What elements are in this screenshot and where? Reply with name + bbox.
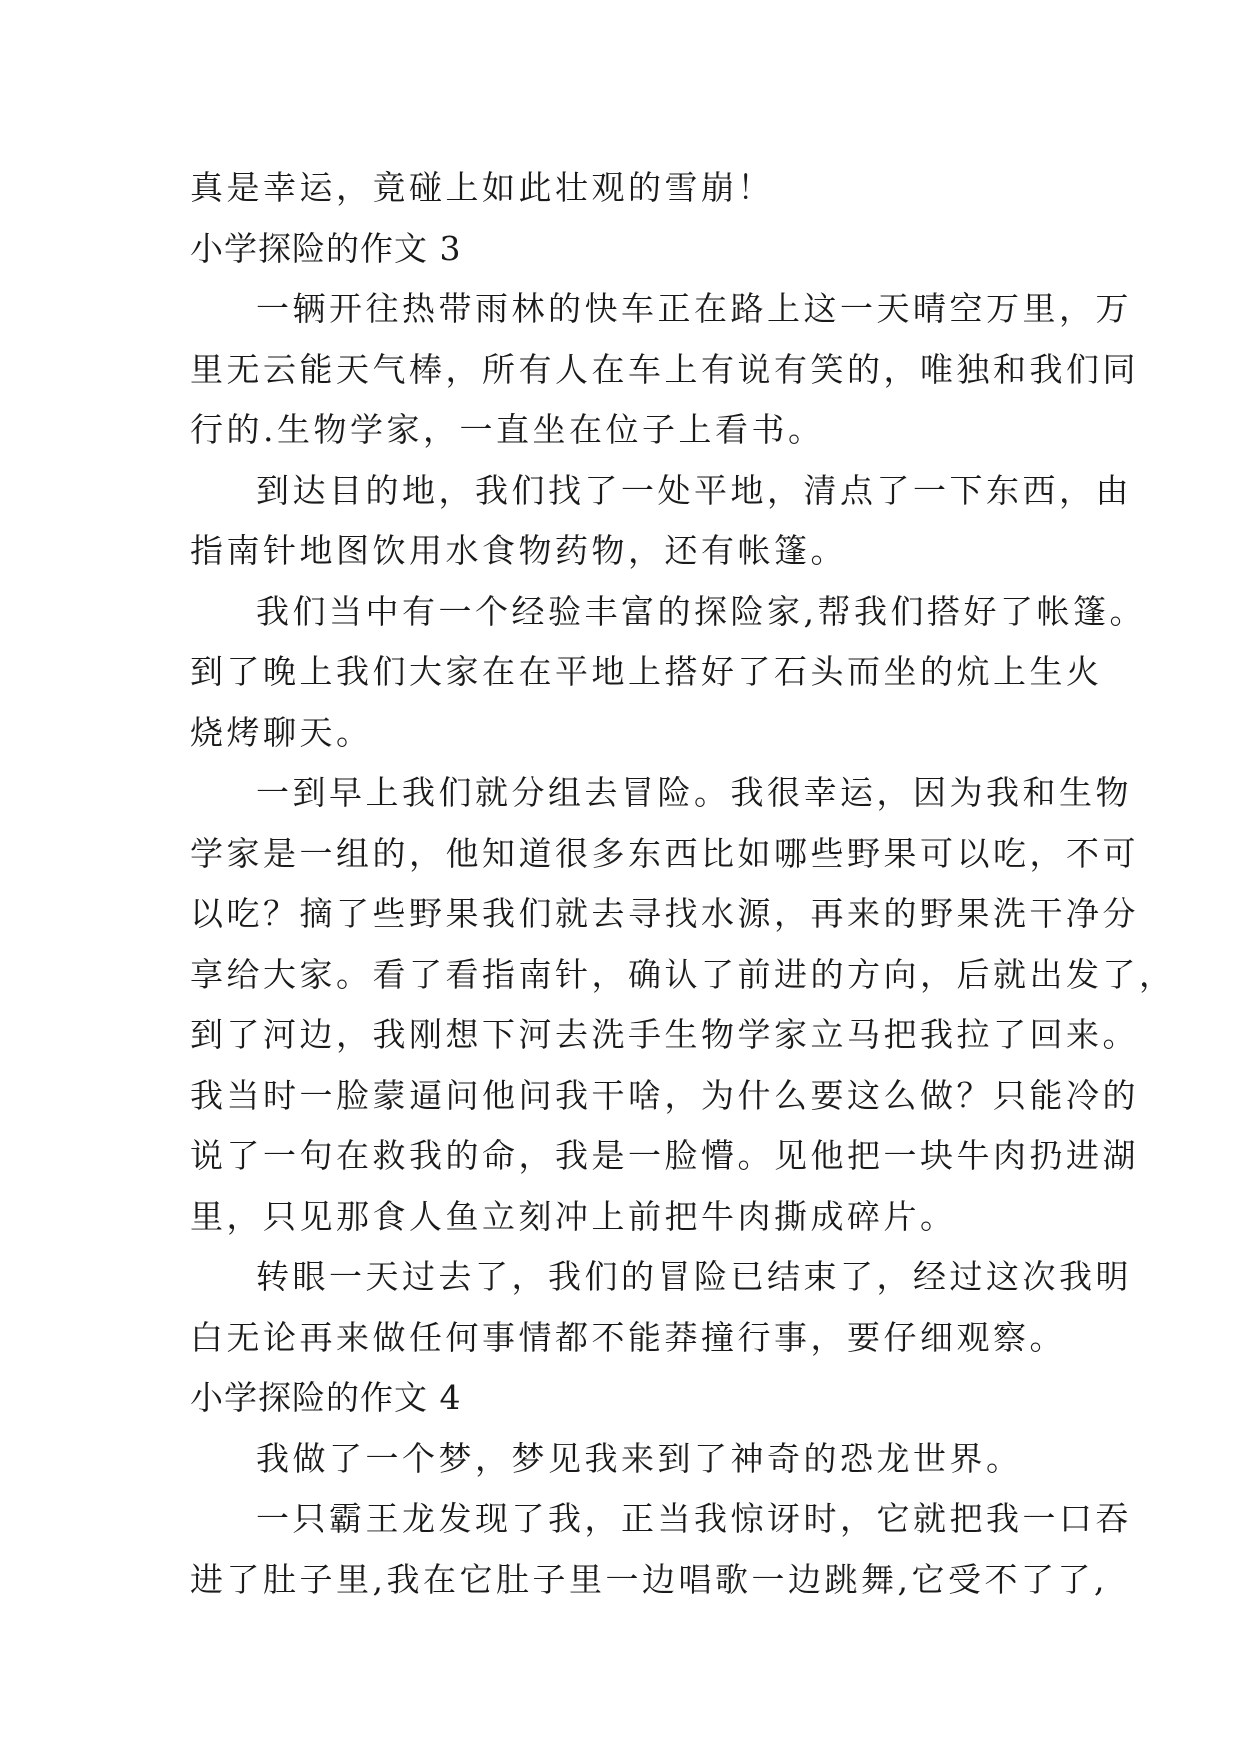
paragraph-first-line: 我们当中有一个经验丰富的探险家,帮我们搭好了帐篷。 — [256, 592, 1146, 631]
text-line: 进了肚子里,我在它肚子里一边唱歌一边跳舞,它受不了了, — [190, 1560, 1108, 1599]
text-line: 指南针地图饮用水食物药物，还有帐篷。 — [190, 531, 847, 570]
text-line: 白无论再来做任何事情都不能莽撞行事，要仔细观察。 — [190, 1318, 1066, 1357]
section-heading: 小学探险的作文 3 — [190, 229, 462, 268]
text-line: 到了晚上我们大家在在平地上搭好了石头而坐的炕上生火 — [190, 652, 1103, 691]
text-line: 到了河边，我刚想下河去洗手生物学家立马把我拉了回来。 — [190, 1015, 1139, 1054]
paragraph-first-line: 转眼一天过去了，我们的冒险已结束了，经过这次我明 — [256, 1257, 1132, 1296]
text-line: 里，只见那食人鱼立刻冲上前把牛肉撕成碎片。 — [190, 1197, 957, 1236]
text-line: 以吃？摘了些野果我们就去寻找水源，再来的野果洗干净分 — [190, 894, 1139, 933]
paragraph-first-line: 一辆开往热带雨林的快车正在路上这一天晴空万里，万 — [256, 289, 1132, 328]
text-line: 真是幸运，竟碰上如此壮观的雪崩！ — [190, 168, 774, 207]
text-line: 学家是一组的，他知道很多东西比如哪些野果可以吃，不可 — [190, 834, 1139, 873]
section-heading: 小学探险的作文 4 — [190, 1378, 462, 1417]
paragraph-first-line: 一到早上我们就分组去冒险。我很幸运，因为我和生物 — [256, 773, 1132, 812]
text-line: 里无云能天气棒，所有人在车上有说有笑的，唯独和我们同 — [190, 350, 1139, 389]
text-line: 烧烤聊天。 — [190, 713, 373, 752]
paragraph-first-line: 到达目的地，我们找了一处平地，清点了一下东西，由 — [256, 471, 1132, 510]
paragraph-first-line: 我做了一个梦，梦见我来到了神奇的恐龙世界。 — [256, 1439, 1023, 1478]
text-line: 享给大家。看了看指南针，确认了前进的方向，后就出发了， — [190, 955, 1176, 994]
text-line: 行的.生物学家，一直坐在位子上看书。 — [190, 410, 825, 449]
text-line: 我当时一脸蒙逼问他问我干啥，为什么要这么做？只能冷的 — [190, 1076, 1139, 1115]
paragraph-first-line: 一只霸王龙发现了我，正当我惊讶时，它就把我一口吞 — [256, 1499, 1132, 1538]
text-line: 说了一句在救我的命，我是一脸懵。见他把一块牛肉扔进湖 — [190, 1136, 1139, 1175]
